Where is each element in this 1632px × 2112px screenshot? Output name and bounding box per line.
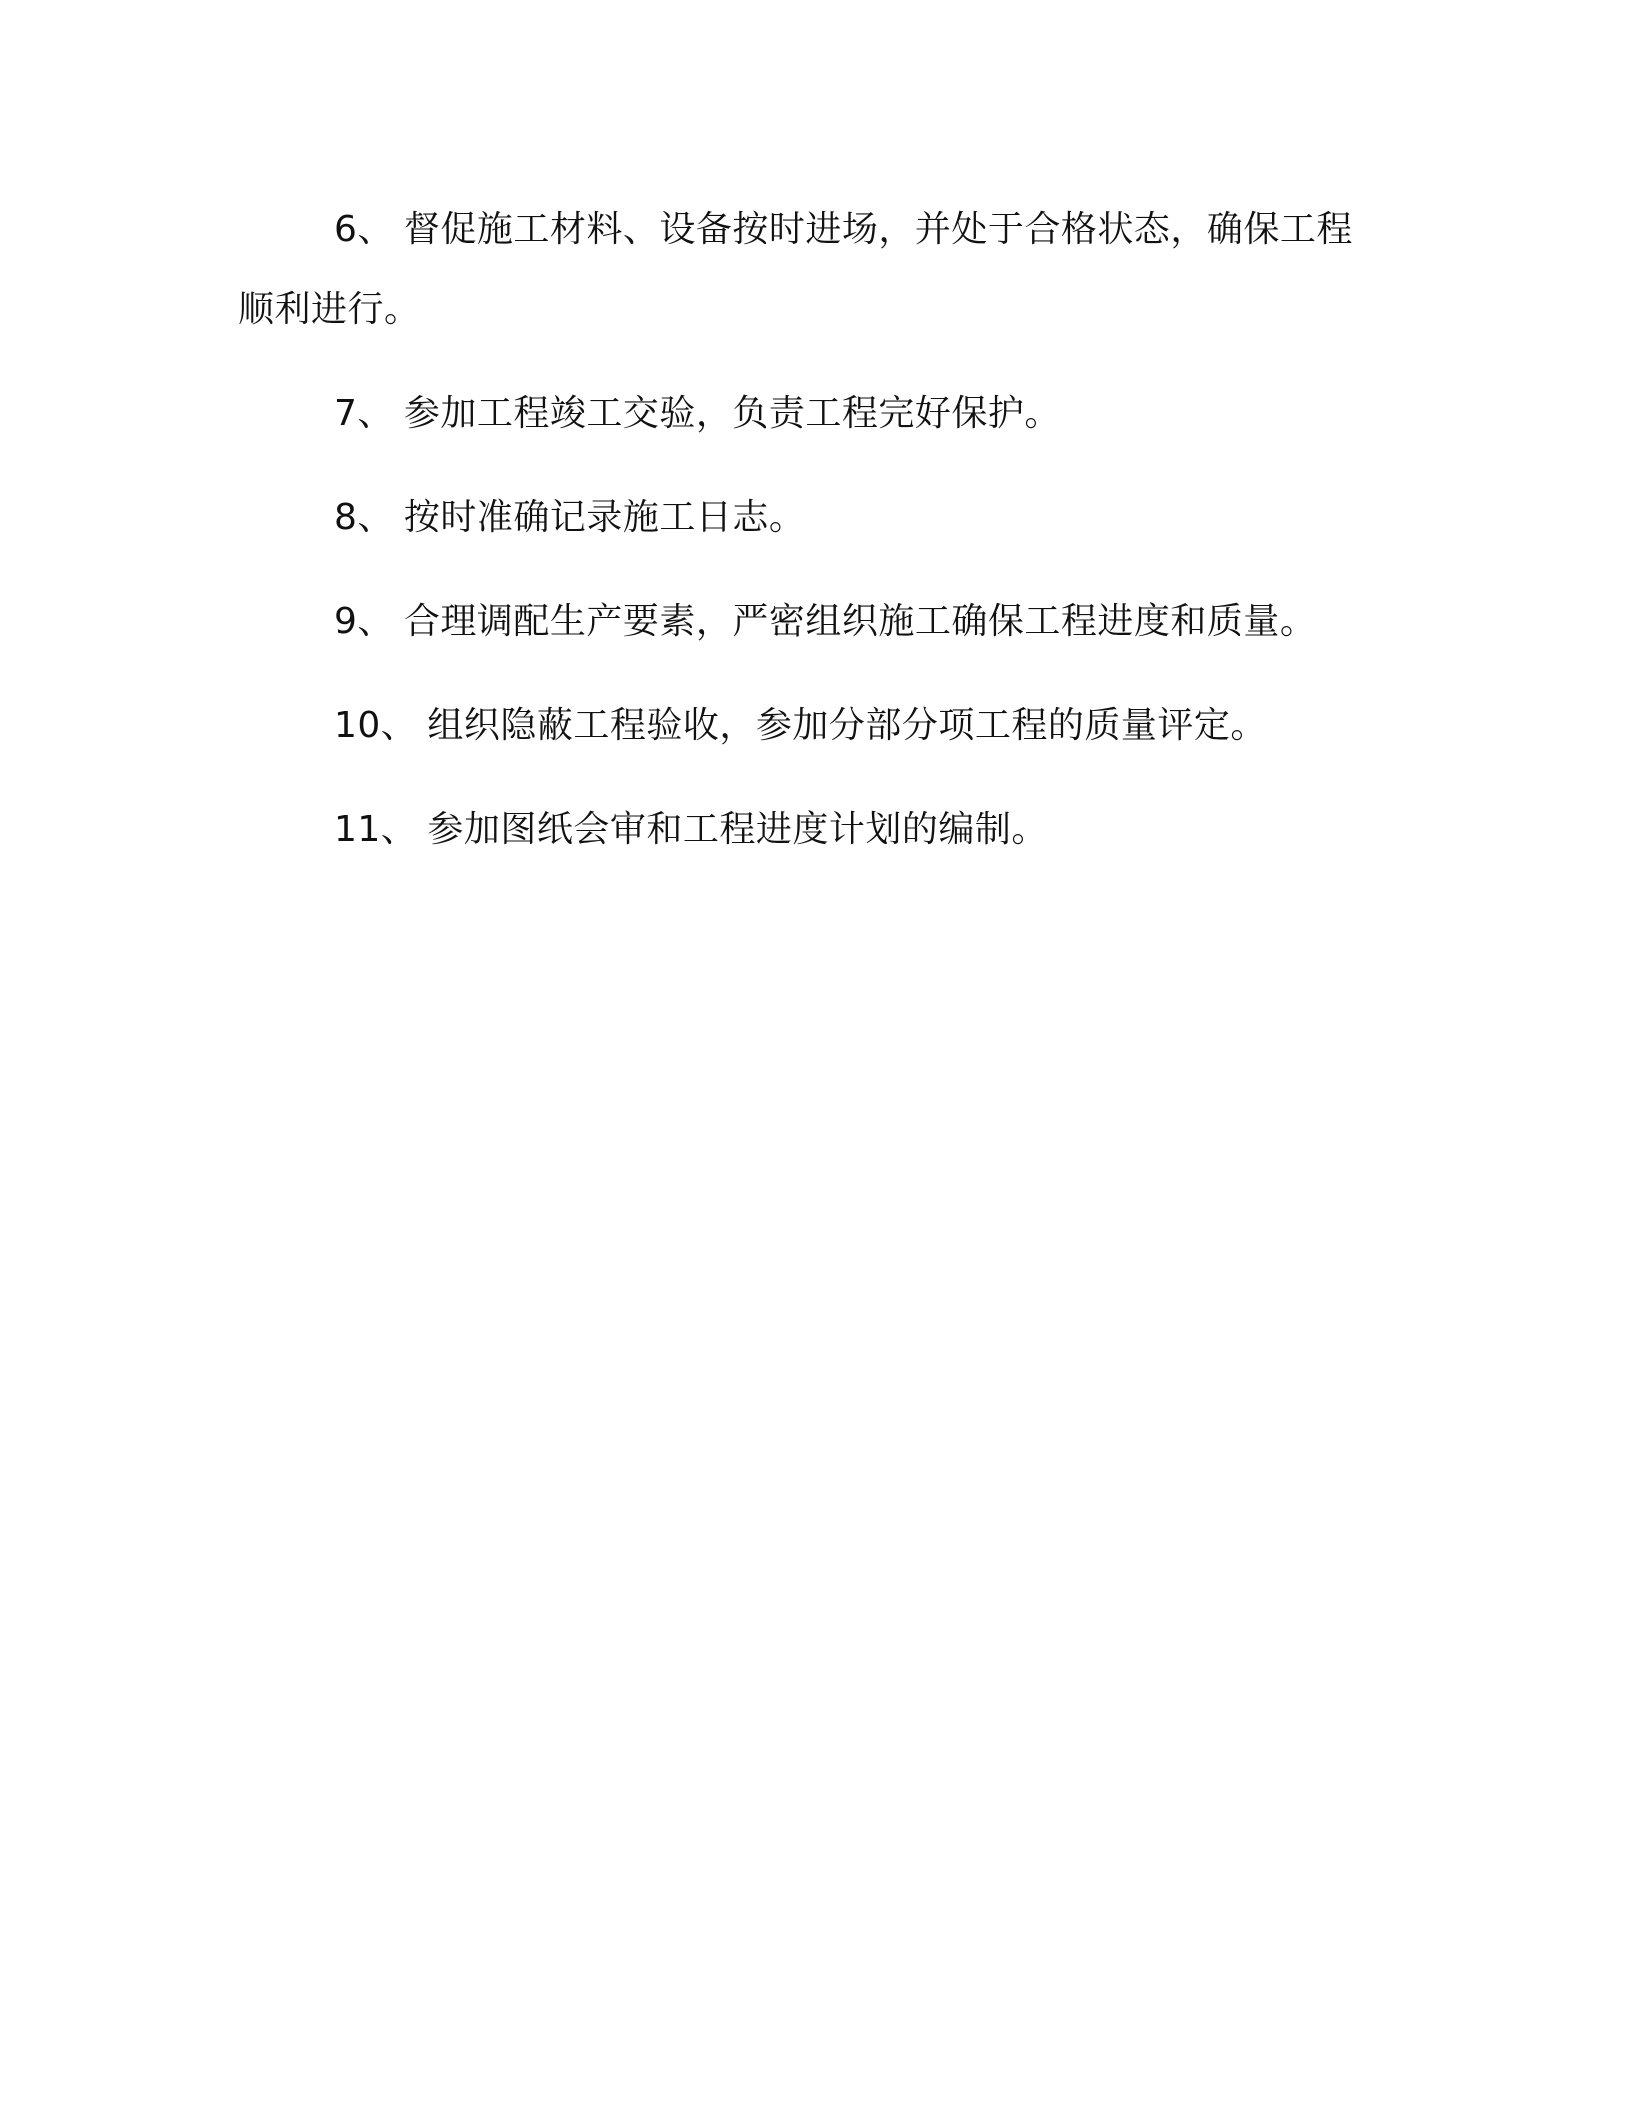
item-text: 合理调配生产要素，严密组织施工确保工程进度和质量。 [403, 601, 1317, 642]
document-body [238, 190, 1358, 894]
item-text: 参加图纸会审和工程进度计划的编制。 [427, 809, 1048, 850]
item-number: 6、 [334, 209, 394, 250]
item-number: 9、 [334, 601, 394, 642]
item-text: 按时准确记录施工日志。 [403, 497, 806, 538]
list-item [238, 686, 1358, 766]
item-number: 11、 [334, 809, 418, 850]
item-text: 组织隐蔽工程验收，参加分部分项工程的质量评定。 [427, 705, 1267, 746]
item-number: 10、 [334, 705, 418, 746]
item-text: 督促施工材料、设备按时进场，并处于合格状态，确保工程顺利进行。 [238, 209, 1353, 330]
list-item [238, 374, 1358, 454]
list-item [238, 790, 1358, 870]
item-text: 参加工程竣工交验，负责工程完好保护。 [403, 393, 1061, 434]
list-item [238, 190, 1358, 350]
item-number: 7、 [334, 393, 394, 434]
list-item [238, 582, 1358, 662]
item-number: 8、 [334, 497, 394, 538]
list-item [238, 478, 1358, 558]
